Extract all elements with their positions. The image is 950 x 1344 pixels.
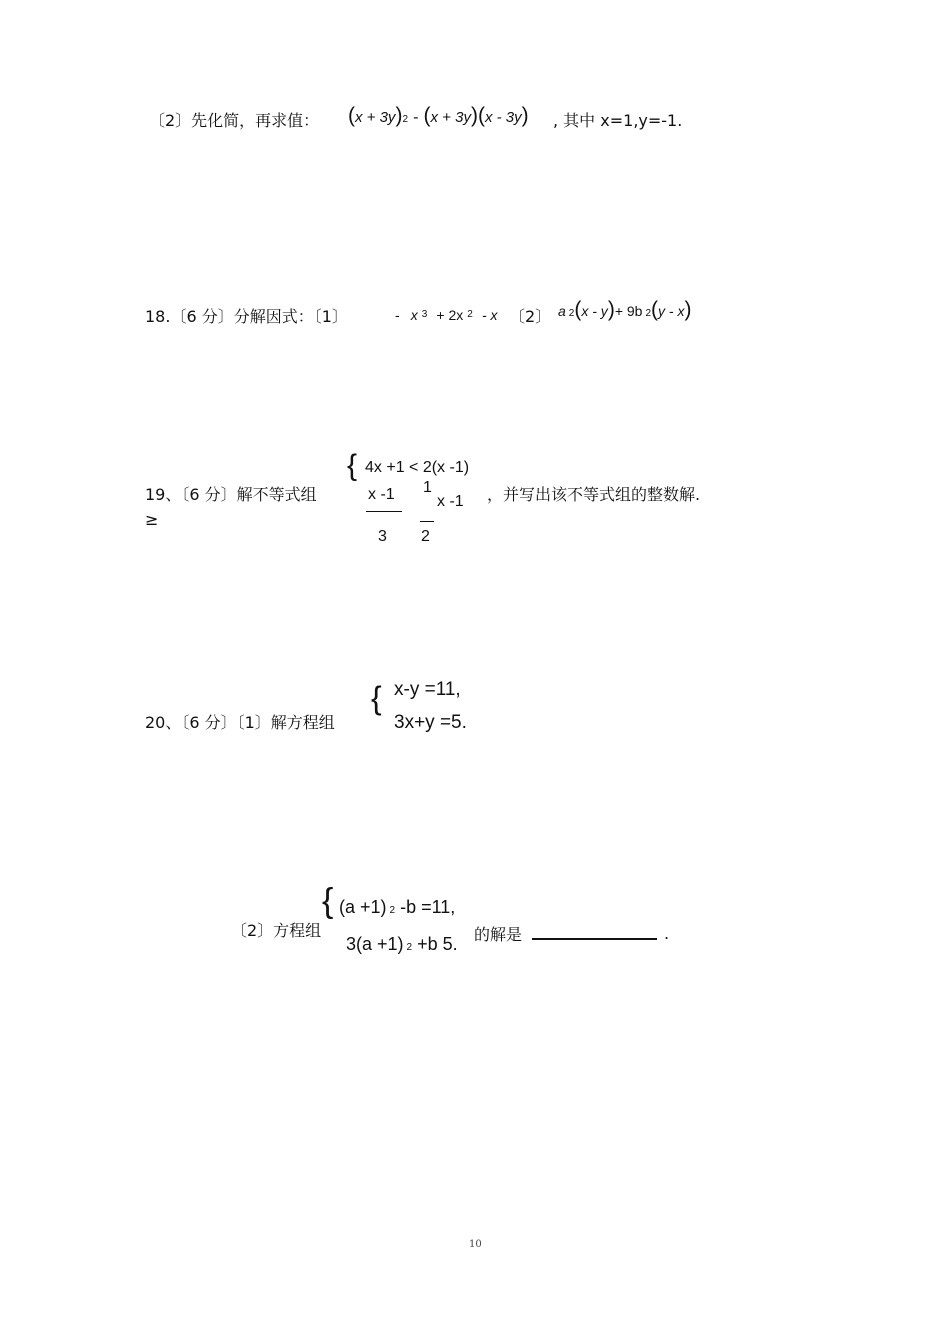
q18-part1-expression: - x $^3$ + 2x $^2$ - x: [395, 307, 498, 323]
q19-instruction: ，并写出该不等式组的整数解.: [487, 485, 701, 504]
q20-2-equation-2: 3(a +1) 2 +b 5.: [346, 934, 458, 954]
q18-part2-label: 〔2〕: [509, 307, 552, 326]
q20-1-equation-2: 3x+y =5.: [394, 712, 467, 733]
q18-part2-expression: a 2(x - y)+ 9b 2(y - x): [558, 298, 692, 321]
q20-1-equation-1: x-y =11,: [394, 679, 461, 700]
q19-fraction-1-denominator: 3: [378, 528, 387, 545]
q19-fraction-2-term: x -1: [437, 493, 464, 510]
q19-fraction-2-denominator: 2: [421, 528, 430, 545]
q20-1-label: 20、〔6 分〕〔1〕解方程组: [145, 713, 335, 732]
q20-2-end-period: .: [664, 924, 670, 943]
q20-1-brace: {: [371, 680, 382, 716]
q19-label: 19、〔6 分〕解不等式组: [145, 485, 317, 504]
q19-fraction-1-numerator: x -1: [368, 486, 395, 503]
q19-fraction-1-bar: [366, 511, 402, 512]
q20-2-answer-blank[interactable]: [532, 924, 657, 940]
q19-inequality-1: 4x +1 < 2(x -1): [365, 459, 470, 476]
q17-2-label: 〔2〕先化简，再求值：: [149, 111, 320, 130]
q17-2-condition: , 其中 x=1,y=-1.: [553, 111, 683, 130]
q19-fraction-2-bar: [420, 521, 434, 522]
q20-2-brace: {: [322, 882, 334, 920]
q19-ge-symbol: ≥: [145, 510, 159, 529]
q20-2-label: 〔2〕方程组: [231, 921, 322, 940]
q20-2-answer-prompt: 的解是: [474, 925, 523, 944]
q19-fraction-2-numerator: 1: [423, 479, 432, 496]
q18-label: 18.〔6 分〕分解因式：〔1〕: [145, 307, 348, 326]
q20-2-equation-1: (a +1) 2 -b =11,: [339, 897, 456, 917]
q17-2-expression: (x + 3y)2 - (x + 3y)(x - 3y): [348, 104, 529, 127]
page-number: 10: [469, 1239, 482, 1250]
q19-brace: {: [347, 449, 358, 482]
